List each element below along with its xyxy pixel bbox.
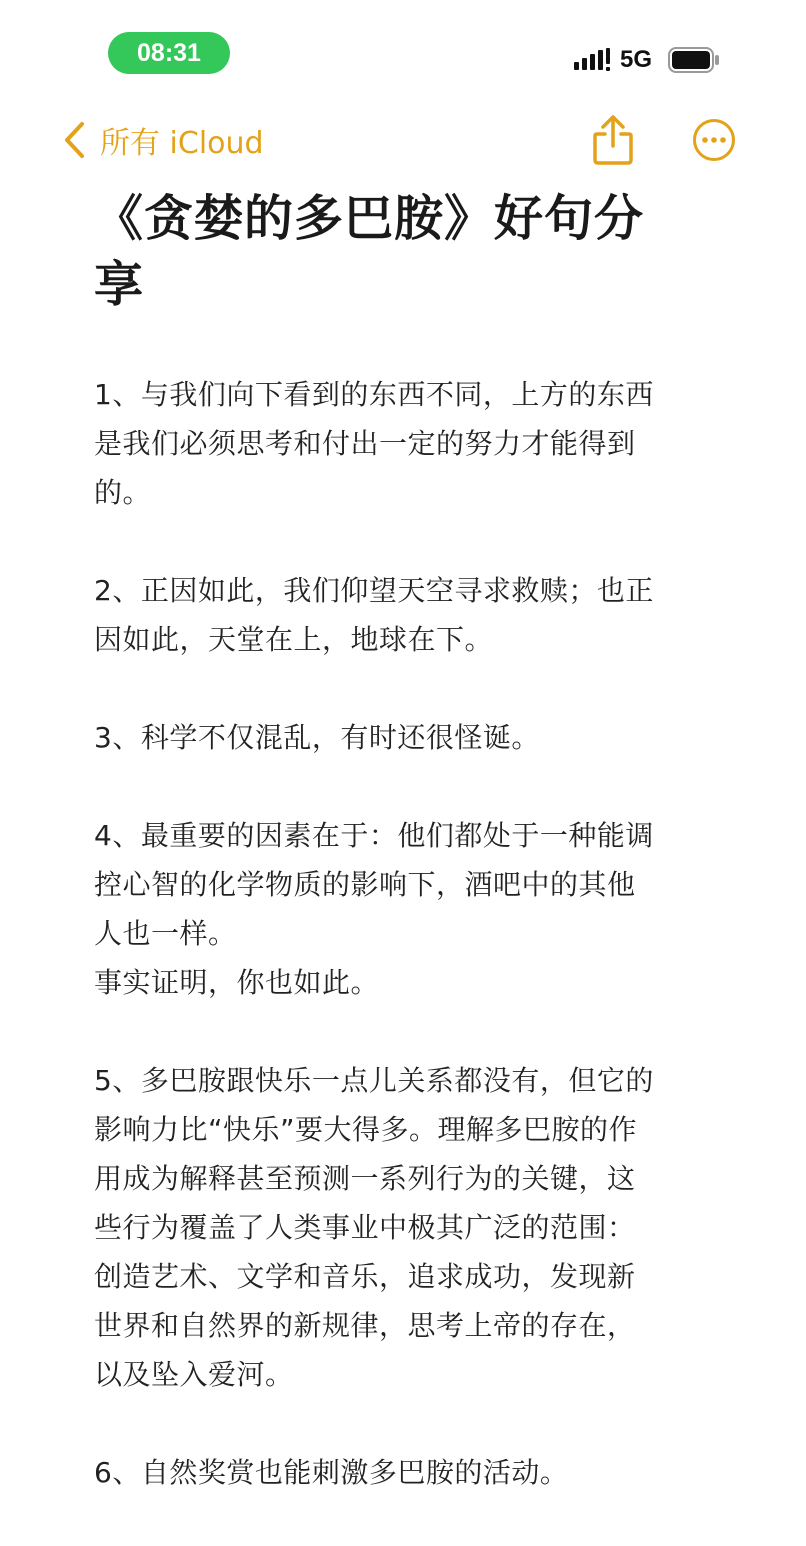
text-line: 6、自然奖赏也能刺激多巴胺的活动。 xyxy=(94,1456,569,1489)
paragraph-5 xyxy=(94,1056,734,1399)
note-body[interactable] xyxy=(94,186,734,1546)
text-line: 世界和自然界的新规律，思考上帝的存在， xyxy=(94,1309,636,1342)
paragraph-4 xyxy=(94,811,734,1007)
title-line: 享 xyxy=(94,256,145,313)
text-line: 4、最重要的因素在于：他们都处于一种能调 xyxy=(94,819,654,852)
text-line: 事实证明，你也如此。 xyxy=(94,966,380,999)
text-line: 1、与我们向下看到的东西不同，上方的东西 xyxy=(94,378,654,411)
title-line: 《贪婪的多巴胺》好句分 xyxy=(94,190,645,247)
battery-icon xyxy=(668,47,720,73)
paragraph-1 xyxy=(94,370,734,517)
text-line: 人也一样。 xyxy=(94,917,237,950)
text-line: 些行为覆盖了人类事业中极其广泛的范围： xyxy=(94,1211,636,1244)
cellular-signal-icon xyxy=(574,48,612,72)
network-type-label: 5G xyxy=(620,46,653,73)
status-bar xyxy=(0,0,806,100)
paragraph-6 xyxy=(94,1448,734,1497)
text-line: 创造艺术、文学和音乐，追求成功，发现新 xyxy=(94,1260,636,1293)
chevron-left-icon xyxy=(62,120,86,160)
text-line: 用成为解释甚至预测一系列行为的关键，这 xyxy=(94,1162,636,1195)
text-line: 2、正因如此，我们仰望天空寻求救赎；也正 xyxy=(94,574,654,607)
text-line: 因如此，天堂在上，地球在下。 xyxy=(94,623,494,656)
text-line: 控心智的化学物质的影响下，酒吧中的其他 xyxy=(94,868,636,901)
text-line: 是我们必须思考和付出一定的努力才能得到 xyxy=(94,427,636,460)
note-title xyxy=(94,186,734,318)
back-button[interactable] xyxy=(62,118,264,162)
note-paragraphs xyxy=(94,370,734,1497)
status-time[interactable]: 08:31 xyxy=(108,32,230,74)
text-line: 3、科学不仅混乱，有时还很怪诞。 xyxy=(94,721,540,754)
ellipsis-circle-icon[interactable] xyxy=(692,118,736,162)
share-icon[interactable] xyxy=(590,114,636,166)
text-line: 5、多巴胺跟快乐一点儿关系都没有，但它的 xyxy=(94,1064,654,1097)
back-label: 所有 iCloud xyxy=(100,126,264,161)
nav-bar xyxy=(0,110,806,170)
paragraph-2 xyxy=(94,566,734,664)
paragraph-3 xyxy=(94,713,734,762)
text-line: 的。 xyxy=(94,476,152,509)
text-line: 以及坠入爱河。 xyxy=(94,1358,294,1391)
text-line: 影响力比“快乐”要大得多。理解多巴胺的作 xyxy=(94,1113,638,1146)
